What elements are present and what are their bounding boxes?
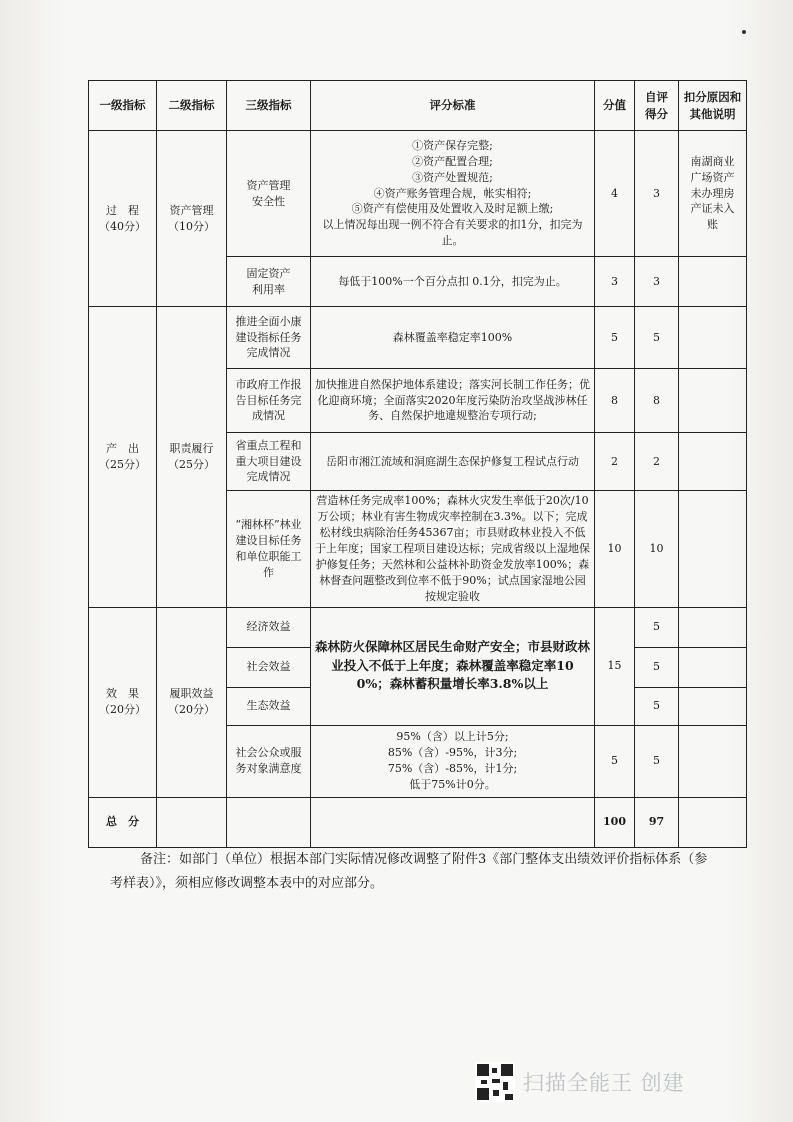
- level2-asset-management: 资产管理 （10分）: [157, 131, 227, 307]
- self-score-cell: 5: [635, 725, 679, 797]
- header-score: 分值: [595, 81, 635, 131]
- total-self-score: 97: [635, 797, 679, 847]
- level2-benefit: 履职效益 （20分）: [157, 607, 227, 797]
- total-row: [89, 797, 747, 847]
- level3-cell: 省重点工程和 重大项目建设 完成情况: [227, 433, 311, 491]
- level3-cell: 社会效益: [227, 647, 311, 687]
- level3-cell: 资产管理 安全性: [227, 131, 311, 257]
- criteria-cell: 岳阳市湘江流域和洞庭湖生态保护修复工程试点行动: [311, 433, 595, 491]
- self-score-cell: 3: [635, 131, 679, 257]
- header-level3: 三级指标: [227, 81, 311, 131]
- remark-cell: [679, 257, 747, 307]
- remark-cell: [679, 607, 747, 647]
- empty-cell: [311, 797, 595, 847]
- header-self-score: 自评 得分: [635, 81, 679, 131]
- self-score-cell: 3: [635, 257, 679, 307]
- level1-output: 产 出 （25分）: [89, 307, 157, 608]
- footnote: 备注：如部门（单位）根据本部门实际情况修改调整了附件3《部门整体支出绩效评价指标体系（参考样表）》，须相应修改调整本表中的对应部分。: [110, 852, 708, 891]
- table-row: [89, 307, 747, 369]
- total-score: 100: [595, 797, 635, 847]
- remark-cell: [679, 433, 747, 491]
- total-label: 总 分: [89, 797, 157, 847]
- empty-cell: [679, 797, 747, 847]
- criteria-cell: ①资产保存完整; ②资产配置合理; ③资产处置规范; ④资产账务管理合规，帐实相符; ⑤资产有偿使用及处置收入及时足额上缴; 以上情况每出现一例不符合有关要求的扣1分，扣完为止。: [311, 131, 595, 257]
- table-header-row: [89, 81, 747, 131]
- remark-cell: [679, 687, 747, 725]
- header-level2: 二级指标: [157, 81, 227, 131]
- score-cell: 3: [595, 257, 635, 307]
- level3-cell: 市政府工作报 告目标任务完 成情况: [227, 369, 311, 433]
- qr-code-icon: [475, 1062, 515, 1102]
- remark-cell: [679, 369, 747, 433]
- level2-duty: 职责履行 （25分）: [157, 307, 227, 608]
- remark-cell: [679, 307, 747, 369]
- remark-cell: [679, 491, 747, 608]
- speck-mark: [742, 30, 746, 34]
- scanner-watermark: [475, 1060, 685, 1104]
- self-score-cell: 5: [635, 687, 679, 725]
- header-criteria: 评分标准: [311, 81, 595, 131]
- score-cell: 2: [595, 433, 635, 491]
- level1-effect: 效 果 （20分）: [89, 607, 157, 797]
- merged-criteria-cell: 森林防火保障林区居民生命财产安全；市县财政林业投入不低于上年度；森林覆盖率稳定率100%；森林蓄积量增长率3.8%以上: [311, 607, 595, 725]
- table-row: [89, 131, 747, 257]
- self-score-cell: 2: [635, 433, 679, 491]
- remark-cell: [679, 647, 747, 687]
- remark-cell: [679, 725, 747, 797]
- self-score-cell: 5: [635, 647, 679, 687]
- score-cell: 4: [595, 131, 635, 257]
- watermark-text: 扫描全能王 创建: [523, 1071, 685, 1095]
- evaluation-table: [88, 80, 747, 848]
- merged-score-cell: 15: [595, 607, 635, 725]
- level1-process: 过 程 （40分）: [89, 131, 157, 307]
- self-score-cell: 5: [635, 607, 679, 647]
- criteria-cell: 95%（含）以上计5分; 85%（含）-95%，计3分; 75%（含）-85%，计1分; 低于75%计0分。: [311, 725, 595, 797]
- remark-cell: 南湖商业 广场资产 未办理房 产证未入 账: [679, 131, 747, 257]
- criteria-cell: 加快推进自然保护地体系建设；落实河长制工作任务；优化迎商环境；全面落实2020年度污染防治攻坚战涉林任务、自然保护地違规整治专项行动;: [311, 369, 595, 433]
- empty-cell: [227, 797, 311, 847]
- self-score-cell: 8: [635, 369, 679, 433]
- criteria-cell: 森林覆盖率稳定率100%: [311, 307, 595, 369]
- level3-cell: 推进全面小康 建设指标任务 完成情况: [227, 307, 311, 369]
- score-cell: 5: [595, 307, 635, 369]
- header-level1: 一级指标: [89, 81, 157, 131]
- level3-cell: 生态效益: [227, 687, 311, 725]
- empty-cell: [157, 797, 227, 847]
- criteria-cell: 营造林任务完成率100%；森林火灾发生率低于20次/10万公顷；林业有害生物成灾率控制在3.3%。以下；完成松材线虫病除治任务45367亩；市县财政林业投入不低于上年度；国家工程项目建设达标；完成省级以上湿地保护修复任务；天然林和公益林补助资金发放率100%；森林督查问题整改到位率不低于90%；试点国家湿地公园按规定验收: [311, 491, 595, 608]
- criteria-cell: 每低于100%一个百分点扣 0.1分，扣完为止。: [311, 257, 595, 307]
- table-row: [89, 607, 747, 647]
- score-cell: 8: [595, 369, 635, 433]
- self-score-cell: 10: [635, 491, 679, 608]
- header-remarks: 扣分原因和 其他说明: [679, 81, 747, 131]
- score-cell: 5: [595, 725, 635, 797]
- self-score-cell: 5: [635, 307, 679, 369]
- score-cell: 10: [595, 491, 635, 608]
- level3-cell: “湘林杯”林业 建设目标任务 和单位职能工 作: [227, 491, 311, 608]
- level3-cell: 经济效益: [227, 607, 311, 647]
- level3-cell: 固定资产 利用率: [227, 257, 311, 307]
- level3-cell: 社会公众或服 务对象满意度: [227, 725, 311, 797]
